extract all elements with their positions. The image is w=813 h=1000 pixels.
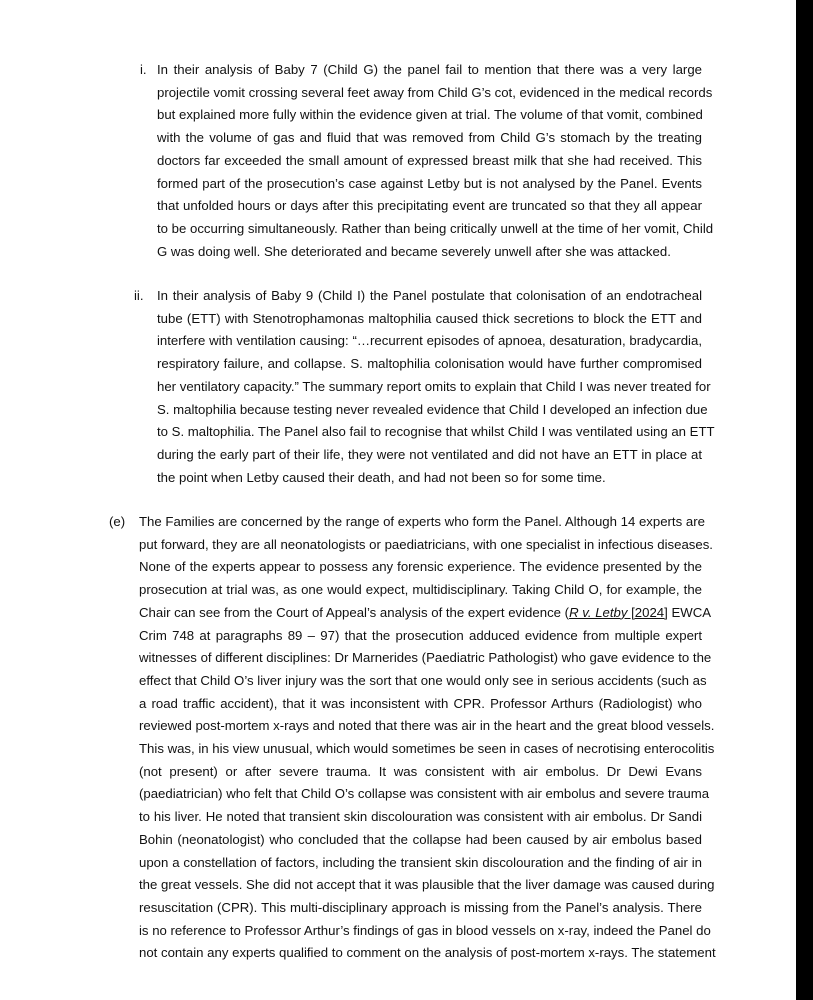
text-line: her ventilatory capacity.” The summary report omits to explain that Child I was never treated for	[157, 378, 711, 394]
text-line: witnesses of different disciplines: Dr Marnerides (Paediatric Pathologist) who gave evidence to the	[139, 650, 712, 666]
text-line: to his liver. He noted that transient skin discolouration was consistent with air embolus. Dr Sandi	[139, 809, 702, 825]
text-line: that unfolded hours or days after this precipitating event are truncated so that they all appear	[157, 198, 702, 214]
text-line: resuscitation (CPR). This multi-disciplinary approach is missing from the Panel’s analysis. There	[139, 899, 702, 915]
paragraph-item-e	[139, 511, 716, 965]
text-line: formed part of the prosecution’s case against Letby but is not analysed by the Panel. Events	[157, 175, 702, 191]
text-line: upon a constellation of factors, including the transient skin discolouration and the finding of air in	[139, 854, 702, 870]
text-line: a road traffic accident), that it was inconsistent with CPR. Professor Arthurs (Radiologist) who	[139, 695, 702, 711]
text-line: during the early part of their life, they were not ventilated and did not have an ETT in place at	[157, 446, 702, 462]
text-line: respiratory failure, and collapse. S. maltophilia colonisation would have further compromised	[157, 356, 702, 372]
text-line: Crim 748 at paragraphs 89 – 97) that the prosecution adduced evidence from multiple expert	[139, 627, 702, 643]
text-line: In their analysis of Baby 9 (Child I) the Panel postulate that colonisation of an endotracheal	[157, 288, 702, 303]
text-line: This was, in his view unusual, which would sometimes be seen in cases of necrotising enterocolitis	[139, 741, 715, 757]
case-citation: R v. Letby	[569, 604, 628, 620]
list-marker-i: i.	[140, 62, 147, 77]
text-line	[139, 602, 712, 625]
text-line: The Families are concerned by the range of experts who form the Panel. Although 14 experts are	[139, 514, 705, 529]
text-line: the point when Letby caused their death, and had not been so for some time.	[157, 469, 606, 485]
text-line: projectile vomit crossing several feet away from Child G’s cot, evidenced in the medical records	[157, 84, 713, 100]
paragraph-item-ii	[157, 285, 715, 489]
text-line: but explained more fully within the evidence given at trial. The volume of that vomit, combined	[157, 107, 703, 123]
text-line: with the volume of gas and fluid that was removed from Child G’s stomach by the treating	[157, 130, 702, 146]
text-line: G was doing well. She deteriorated and became severely unwell after she was attacked.	[157, 243, 671, 259]
text-line: In their analysis of Baby 7 (Child G) the panel fail to mention that there was a very large	[157, 62, 702, 77]
text-line: Bohin (neonatologist) who concluded that the collapse had been caused by air embolus based	[139, 831, 702, 847]
text-line: S. maltophilia because testing never revealed evidence that Child I developed an infection due	[157, 401, 708, 417]
text-line: tube (ETT) with Stenotrophamonas maltophilia caused thick secretions to block the ETT and	[157, 310, 702, 326]
paragraph-item-i	[157, 59, 714, 263]
list-marker-ii: ii.	[134, 288, 144, 303]
text-line: reviewed post-mortem x-rays and noted that there was air in the heart and the great blood vessels.	[139, 718, 715, 734]
text-line: is no reference to Professor Arthur’s findings of gas in blood vessels on x-ray, indeed the Panel do	[139, 922, 711, 938]
text-line: doctors far exceeded the small amount of expressed breast milk that she had received. This	[157, 152, 702, 168]
list-marker-e: (e)	[109, 514, 126, 529]
text-line: the great vessels. She did not accept that it was plausible that the liver damage was caused during	[139, 877, 715, 893]
citation-year: [2024]	[627, 604, 668, 620]
text-run: EWCA	[667, 604, 712, 620]
text-line: interfere with ventilation causing: “…recurrent episodes of apnoea, desaturation, bradycardia,	[157, 333, 702, 349]
text-line: not contain any experts qualified to comment on the analysis of post-mortem x-rays. The statement	[139, 945, 716, 961]
text-run: Chair can see from the Court of Appeal’s analysis of the expert evidence (	[139, 604, 570, 620]
text-line: to S. maltophilia. The Panel also fail to recognise that whilst Child I was ventilated using an ETT	[157, 424, 715, 440]
text-line: prosecution at trial was, as one would expect, multidisciplinary. Taking Child O, for example, the	[139, 582, 702, 598]
text-line: (paediatrician) who felt that Child O’s collapse was consistent with air embolus and severe trauma	[139, 786, 710, 802]
text-line: effect that Child O’s liver injury was the sort that one would only see in serious accidents (such as	[139, 672, 707, 688]
text-line: put forward, they are all neonatologists or paediatricians, with one specialist in infectious diseases.	[139, 536, 713, 552]
text-line: to be occurring simultaneously. Rather than being critically unwell at the time of her vomit, Child	[157, 220, 714, 236]
text-line: None of the experts appear to possess any forensic experience. The evidence presented by the	[139, 559, 702, 575]
text-line: (not present) or after severe trauma. It was consistent with air embolus. Dr Dewi Evans	[139, 763, 702, 779]
